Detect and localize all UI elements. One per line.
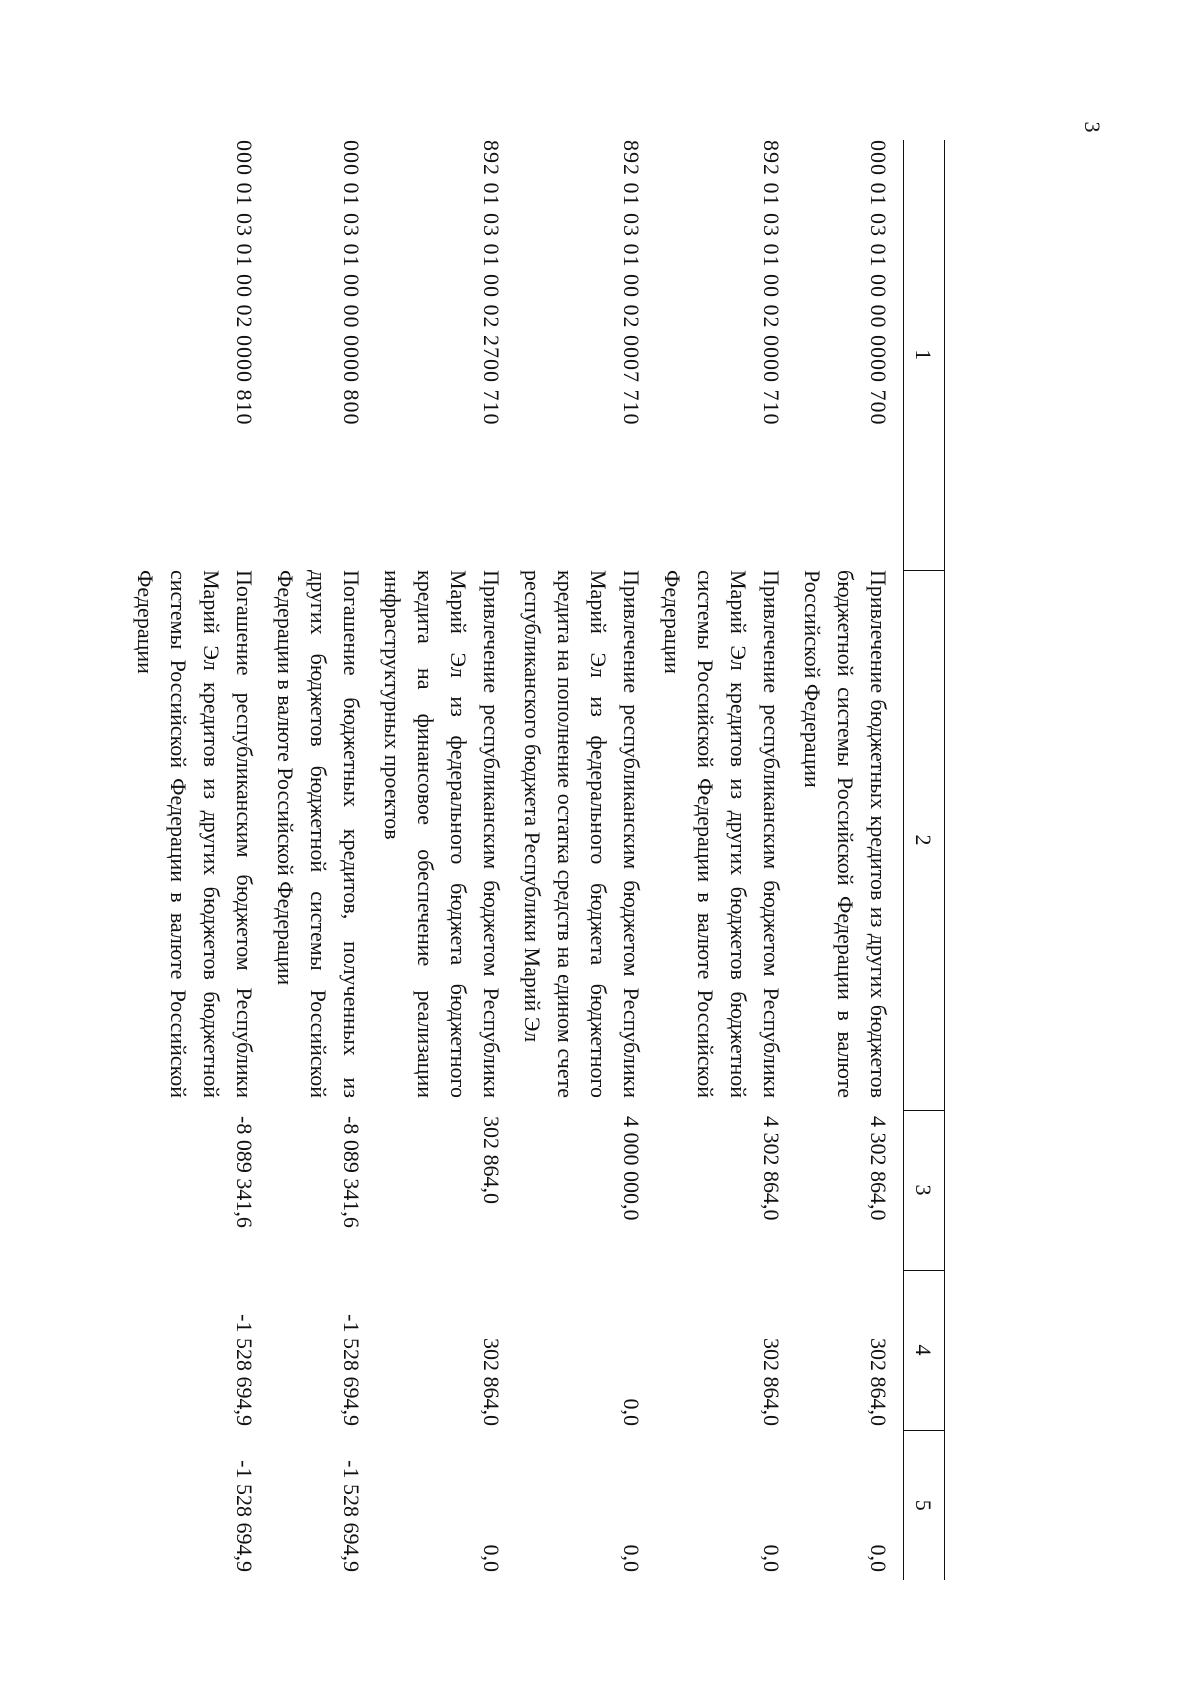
- budget-code: 892 01 03 01 00 02 2700 710: [479, 140, 504, 426]
- budget-code: 000 01 03 01 00 00 0000 700: [866, 140, 891, 426]
- header-col-5: 5: [904, 1430, 945, 1580]
- value-col-5: 0,0: [866, 1544, 891, 1572]
- value-col-3: 4 302 864,0: [759, 1116, 784, 1221]
- rotated-page-content: [133, 140, 945, 1580]
- budget-code: 000 01 03 01 00 02 0000 810: [232, 140, 257, 426]
- budget-code: 000 01 03 01 00 00 0000 800: [339, 140, 364, 426]
- header-row: [904, 140, 945, 1580]
- value-col-3: 4 000 000,0: [619, 1116, 644, 1221]
- header-col-2: 2: [904, 570, 945, 1110]
- budget-sources-table: [129, 140, 945, 1580]
- table-row: [516, 140, 656, 1580]
- page-number: 3: [1080, 121, 1105, 133]
- header-col-4: 4: [904, 1270, 945, 1430]
- value-col-4: -1 528 694,9: [232, 1314, 257, 1426]
- budget-code: 892 01 03 01 00 02 0000 710: [759, 140, 784, 426]
- value-col-3: -8 089 341,6: [232, 1116, 257, 1228]
- value-col-3: 302 864,0: [479, 1116, 504, 1204]
- value-col-4: -1 528 694,9: [339, 1314, 364, 1426]
- row-description: Привлечение республиканским бюджетом Республики Марий Эл из федерального бюджета бюджетного кредита на финансовое обеспечение реализации инфраструктурных проектов: [380, 570, 504, 1098]
- table-row: [129, 140, 269, 1580]
- row-description: Погашение бюджетных кредитов, полученных из других бюджетов бюджетной системы Российской Федерации в валюте Российской Федерации: [273, 570, 364, 1098]
- value-col-5: 0,0: [479, 1544, 504, 1572]
- value-col-4: 302 864,0: [866, 1338, 891, 1426]
- row-description: Привлечение республиканским бюджетом Республики Марий Эл кредитов из других бюджетов бюджетной системы Российской Федерации в валюте Российской Федерации: [660, 570, 784, 1098]
- row-description: Привлечение бюджетных кредитов из других бюджетов бюджетной системы Российской Федерации в валюте Российской Федерации: [800, 570, 891, 1098]
- value-col-3: -8 089 341,6: [339, 1116, 364, 1228]
- table-header: [904, 140, 945, 1580]
- value-col-5: -1 528 694,9: [339, 1460, 364, 1572]
- budget-code: 892 01 03 01 00 02 0007 710: [619, 140, 644, 426]
- value-col-4: 0,0: [619, 1398, 644, 1426]
- header-col-3: 3: [904, 1110, 945, 1270]
- value-col-3: 4 302 864,0: [866, 1116, 891, 1221]
- value-col-5: 0,0: [619, 1544, 644, 1572]
- table-row: [796, 140, 904, 1580]
- table-row: [269, 140, 376, 1580]
- value-col-4: 302 864,0: [759, 1338, 784, 1426]
- header-col-1: 1: [904, 140, 945, 570]
- table-row: [656, 140, 796, 1580]
- value-col-4: 302 864,0: [479, 1338, 504, 1426]
- value-col-5: 0,0: [759, 1544, 784, 1572]
- table-row: [376, 140, 516, 1580]
- row-description: Привлечение республиканским бюджетом Республики Марий Эл из федерального бюджета бюджетного кредита на пополнение остатка средств на едином счете республиканского бюджета Республики Марий Эл: [520, 570, 644, 1098]
- value-col-5: -1 528 694,9: [232, 1460, 257, 1572]
- table-body: [129, 140, 904, 1580]
- row-description: Погашение республиканским бюджетом Республики Марий Эл кредитов из других бюджетов бюджетной системы Российской Федерации в валюте Российской Федерации: [133, 570, 257, 1098]
